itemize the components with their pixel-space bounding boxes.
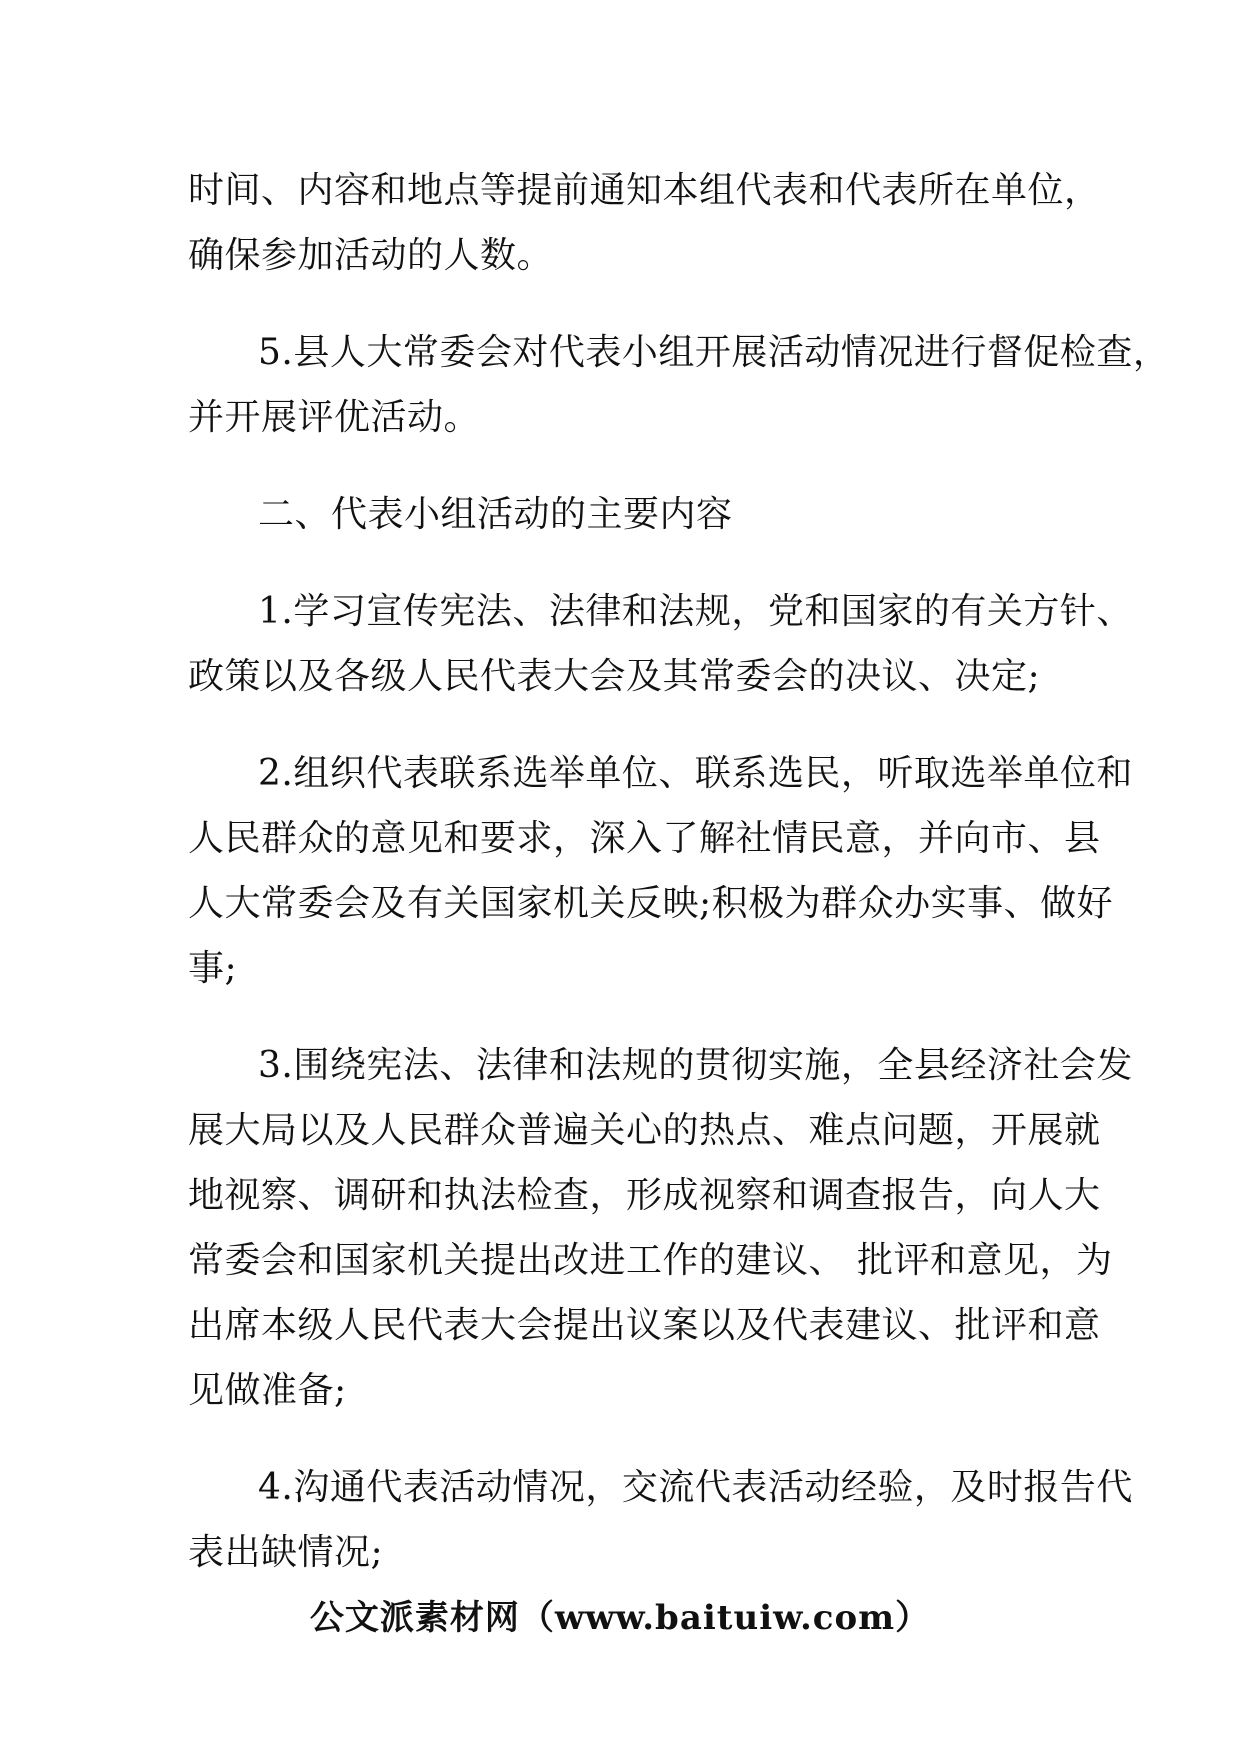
paragraph-continued — [188, 158, 1101, 288]
text-line: 常委会和国家机关提出改进工作的建议、 批评和意见，为 — [188, 1240, 1113, 1281]
text-line: 政策以及各级人民代表大会及其常委会的决议、决定; — [188, 656, 1041, 697]
paragraph-item-4 — [188, 1455, 1133, 1585]
text-line: 2.组织代表联系选举单位、联系选民，听取选举单位和 — [258, 753, 1133, 794]
document-body — [188, 158, 1170, 1617]
paragraph-item-1 — [188, 579, 1133, 709]
text-line: 时间、内容和地点等提前通知本组代表和代表所在单位， — [188, 170, 1101, 211]
text-line: 出席本级人民代表大会提出议案以及代表建议、批评和意 — [188, 1305, 1101, 1346]
footer-source: 公文派素材网（www.baituiw.com） — [309, 1598, 931, 1638]
text-line: 地视察、调研和执法检查，形成视察和调查报告，向人大 — [188, 1175, 1101, 1216]
text-line: 5.县人大常委会对代表小组开展活动情况进行督促检查， — [258, 332, 1170, 373]
paragraph-item-3 — [188, 1033, 1133, 1423]
text-line: 事; — [188, 948, 238, 989]
text-line: 表出缺情况; — [188, 1532, 384, 1573]
text-line: 3.围绕宪法、法律和法规的贯彻实施，全县经济社会发 — [258, 1045, 1133, 1086]
text-line: 4.沟通代表活动情况，交流代表活动经验，及时报告代 — [258, 1467, 1133, 1508]
text-line: 见做准备; — [188, 1370, 347, 1411]
paragraph-item-5 — [188, 320, 1170, 450]
heading-line: 二、代表小组活动的主要内容 — [258, 494, 733, 535]
text-line: 展大局以及人民群众普遍关心的热点、难点问题，开展就 — [188, 1110, 1101, 1151]
text-line: 确保参加活动的人数。 — [188, 235, 554, 276]
section-heading — [188, 482, 1068, 547]
text-line: 人大常委会及有关国家机关反映;积极为群众办实事、做好 — [188, 883, 1114, 924]
text-line: 并开展评优活动。 — [188, 397, 481, 438]
text-line: 人民群众的意见和要求，深入了解社情民意，并向市、县 — [188, 818, 1101, 859]
paragraph-item-2 — [188, 741, 1133, 1001]
text-line: 1.学习宣传宪法、法律和法规，党和国家的有关方针、 — [258, 591, 1133, 632]
